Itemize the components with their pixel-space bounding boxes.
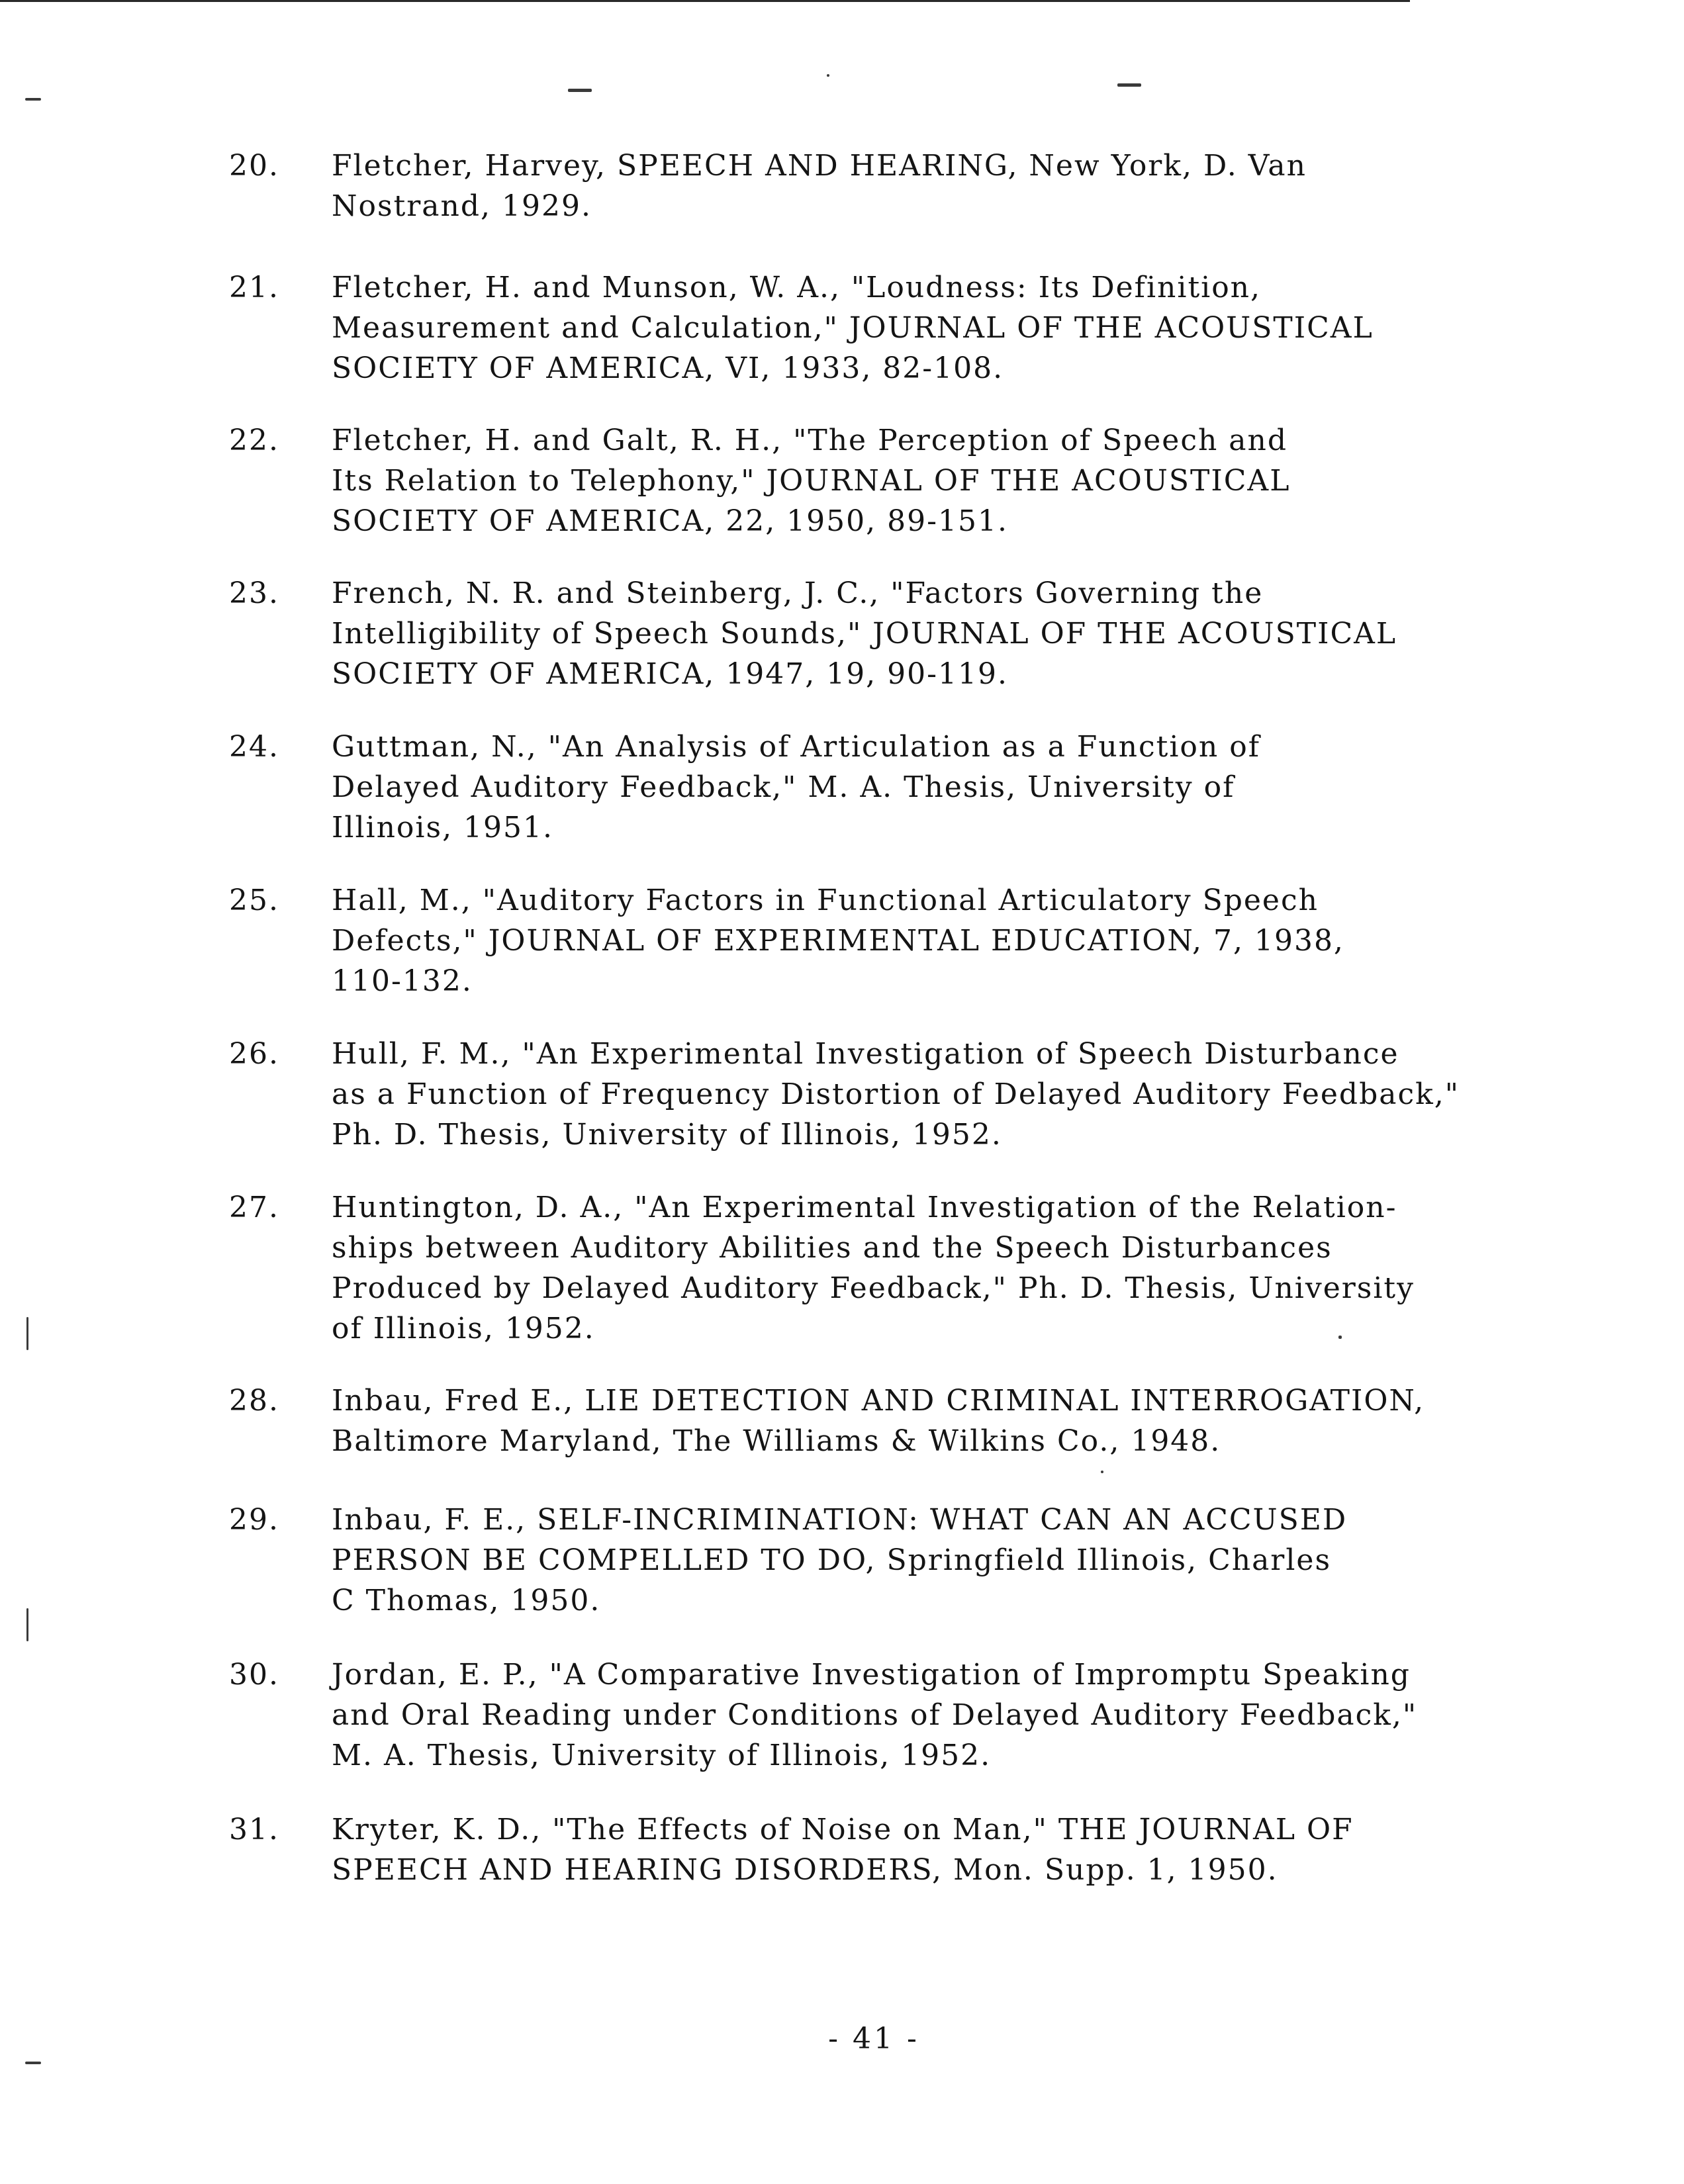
reference-line: French, N. R. and Steinberg, J. C., "Factors Governing the [332,576,1264,610]
reference-number: 20. [229,149,279,183]
reference-number: 27. [229,1191,279,1224]
scan-mark [568,89,592,92]
reference-line: Ph. D. Thesis, University of Illinois, 1952. [332,1118,1002,1152]
reference-line: SOCIETY OF AMERICA, 1947, 19, 90-119. [332,657,1008,691]
reference-line: Delayed Auditory Feedback," M. A. Thesis, University of [332,770,1235,804]
reference-line: 110-132. [332,964,473,998]
reference-number: 24. [229,730,279,764]
reference-text [332,1655,1569,1776]
reference-line: and Oral Reading under Conditions of Delayed Auditory Feedback," [332,1698,1418,1732]
reference-text [332,420,1569,541]
reference-line: as a Function of Frequency Distortion of Delayed Auditory Feedback," [332,1077,1460,1111]
reference-text [332,146,1569,226]
scan-mark [827,74,829,77]
scan-mark [25,2062,41,2064]
reference-line: Illinois, 1951. [332,811,554,844]
reference-line: Produced by Delayed Auditory Feedback," Ph. D. Thesis, University [332,1271,1415,1305]
reference-line: ships between Auditory Abilities and the Speech Disturbances [332,1231,1333,1265]
reference-line: Fletcher, H. and Munson, W. A., "Loudness: Its Definition, [332,271,1262,304]
scan-mark [1117,83,1141,87]
reference-number: 22. [229,424,279,457]
reference-line: Hall, M., "Auditory Factors in Functional Articulatory Speech [332,884,1319,917]
reference-line: Huntington, D. A., "An Experimental Investigation of the Relation- [332,1191,1397,1224]
reference-text [332,573,1569,694]
reference-line: Fletcher, Harvey, SPEECH AND HEARING, New York, D. Van [332,149,1307,183]
reference-number: 26. [229,1037,279,1071]
reference-number: 21. [229,271,279,304]
scan-mark [1101,1471,1103,1473]
reference-line: Hull, F. M., "An Experimental Investigation of Speech Disturbance [332,1037,1399,1071]
page-number: - 41 - [828,2022,919,2056]
reference-text [332,1187,1569,1349]
scan-mark [26,1317,28,1350]
reference-number: 30. [229,1658,279,1692]
scan-mark [26,1608,28,1641]
reference-text [332,727,1569,848]
reference-number: 25. [229,884,279,917]
reference-text [332,267,1569,388]
reference-line: PERSON BE COMPELLED TO DO, Springfield Illinois, Charles [332,1543,1332,1577]
reference-text [332,1034,1569,1155]
reference-text [332,880,1569,1001]
reference-line: SOCIETY OF AMERICA, 22, 1950, 89-151. [332,504,1008,538]
reference-line: Jordan, E. P., "A Comparative Investigation of Impromptu Speaking [332,1658,1411,1692]
reference-line: Fletcher, H. and Galt, R. H., "The Perception of Speech and [332,424,1288,457]
reference-text [332,1500,1569,1621]
reference-line: Nostrand, 1929. [332,189,592,223]
reference-number: 31. [229,1813,279,1846]
reference-line: Guttman, N., "An Analysis of Articulation as a Function of [332,730,1260,764]
reference-number: 28. [229,1384,279,1418]
reference-line: Its Relation to Telephony," JOURNAL OF THE ACOUSTICAL [332,464,1291,498]
reference-line: Measurement and Calculation," JOURNAL OF THE ACOUSTICAL [332,311,1374,345]
scan-top-edge-line [0,0,1410,2]
reference-line: SPEECH AND HEARING DISORDERS, Mon. Supp. 1, 1950. [332,1853,1278,1887]
reference-line: M. A. Thesis, University of Illinois, 1952. [332,1739,992,1772]
reference-line: of Illinois, 1952. [332,1312,595,1345]
reference-line: Baltimore Maryland, The Williams & Wilkins Co., 1948. [332,1424,1221,1458]
reference-number: 29. [229,1503,279,1537]
reference-line: Kryter, K. D., "The Effects of Noise on Man," THE JOURNAL OF [332,1813,1354,1846]
reference-line: Intelligibility of Speech Sounds," JOURNAL OF THE ACOUSTICAL [332,617,1397,651]
reference-line: Defects," JOURNAL OF EXPERIMENTAL EDUCATION, 7, 1938, [332,924,1344,958]
reference-line: Inbau, F. E., SELF-INCRIMINATION: WHAT CAN AN ACCUSED [332,1503,1348,1537]
reference-text [332,1381,1569,1461]
scan-mark [25,98,41,101]
reference-line: C Thomas, 1950. [332,1584,601,1617]
reference-line: Inbau, Fred E., LIE DETECTION AND CRIMINAL INTERROGATION, [332,1384,1425,1418]
reference-text [332,1809,1569,1890]
reference-line: SOCIETY OF AMERICA, VI, 1933, 82-108. [332,351,1004,385]
reference-number: 23. [229,576,279,610]
